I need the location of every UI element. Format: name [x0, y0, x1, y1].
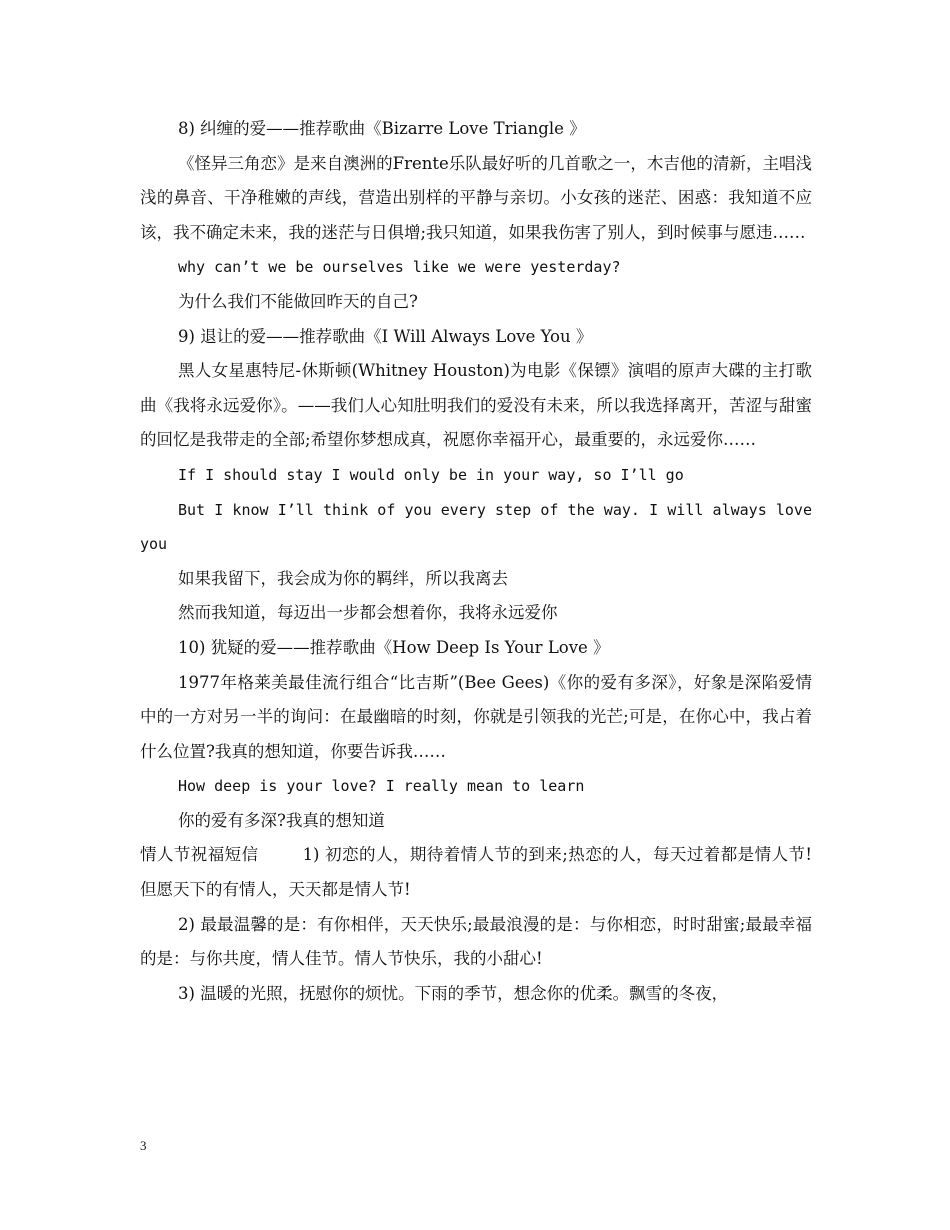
section-heading: 情人节祝福短信 — [140, 845, 259, 865]
song-heading-10: 10) 犹疑的爱——推荐歌曲《How Deep Is Your Love 》 — [178, 637, 610, 657]
lyric-english-10: How deep is your love? I really mean to learn — [178, 777, 585, 796]
song-heading-9: 9) 退让的爱——推荐歌曲《I Will Always Love You 》 — [178, 326, 593, 346]
song-description-10: 1977年格莱美最佳流行组合“比吉斯”(Bee Gees)《你的爱有多深》，好象是深陷爱情中的一方对另一半的询问：在最幽暗的时刻，你就是引领我的光芒;可是，在你心中，我占着什么位置?我真的想知道，你要告诉我…… — [140, 672, 812, 761]
song-heading-8: 8) 纠缠的爱——推荐歌曲《Bizarre Love Triangle 》 — [178, 119, 586, 138]
lyric-english-9a: If I should stay I would only be in your way, so I’ll go — [178, 465, 684, 484]
lyric-chinese-9a: 如果我留下，我会成为你的羁绊，所以我离去 — [178, 568, 508, 588]
blessing-item-2: 2) 最最温馨的是：有你相伴，天天快乐;最最浪漫的是：与你相恋，时时甜蜜;最最幸福的是：与你共度，情人佳节。情人节快乐，我的小甜心! — [140, 914, 812, 969]
lyric-chinese-10: 你的爱有多深?我真的想知道 — [178, 810, 385, 830]
document-body — [140, 112, 812, 1011]
lyric-chinese-9b: 然而我知道，每迈出一步都会想着你，我将永远爱你 — [178, 603, 558, 623]
blessing-item-1: 1) 初恋的人，期待着情人节的到来;热恋的人，每天过着都是情人节!但愿天下的有情人，天天都是情人节! — [140, 845, 813, 900]
blessing-item-3: 3) 温暖的光照，抚慰你的烦忧。下雨的季节，想念你的优柔。飘雪的冬夜， — [178, 983, 729, 1003]
lyric-english-8: why can’t we be ourselves like we were yesterday? — [178, 258, 621, 277]
lyric-english-9b: But I know I’ll think of you every step of the way. I will always love you — [140, 500, 812, 554]
page-number: 3 — [140, 1138, 147, 1153]
lyric-chinese-8: 为什么我们不能做回昨天的自己? — [178, 291, 418, 311]
song-description-9: 黑人女星惠特尼-休斯顿(Whitney Houston)为电影《保镖》演唱的原声大碟的主打歌曲《我将永远爱你》。——我们人心知肚明我们的爱没有未来，所以我选择离开，苦涩与甜蜜的回忆是我带走的全部;希望你梦想成真，祝愿你幸福开心，最重要的，永远爱你…… — [140, 361, 812, 450]
section-paragraph — [140, 838, 812, 907]
song-description-8: 《怪异三角恋》是来自澳洲的Frente乐队最好听的几首歌之一，木吉他的清新，主唱浅浅的鼻音、干净稚嫩的声线，营造出别样的平静与亲切。小女孩的迷茫、困惑：我知道不应该，我不确定未来，我的迷茫与日俱增;我只知道，如果我伤害了别人，到时候事与愿违…… — [140, 153, 812, 242]
